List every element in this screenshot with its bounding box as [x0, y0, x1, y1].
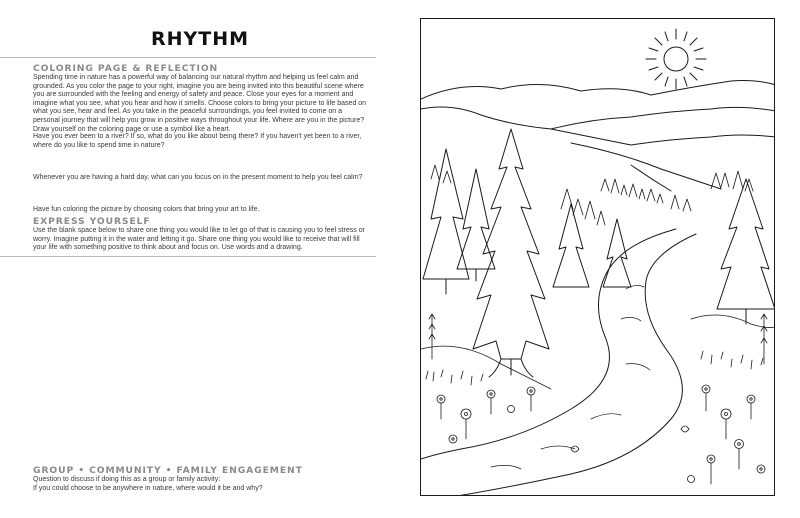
right-pine-tree	[717, 179, 775, 324]
page-title: RHYTHM	[150, 28, 250, 50]
sun-icon	[646, 29, 706, 89]
left-pine-cluster	[423, 149, 495, 294]
coloring-section-heading: COLORING PAGE & REFLECTION	[33, 63, 219, 74]
coloring-closing-text: Have fun coloring the picture by choosing colors that bring your art to life.	[33, 206, 260, 213]
coloring-illustration[interactable]	[420, 18, 775, 496]
calm-question: Whenever you are having a hard day, what can you focus on in the present moment to help you feel calm?	[33, 174, 363, 181]
express-section-heading: EXPRESS YOURSELF	[33, 216, 151, 227]
mountain-ridges	[421, 81, 775, 192]
mid-pines	[553, 204, 631, 287]
title-divider	[0, 57, 376, 58]
distant-pines	[431, 165, 753, 225]
river-question: Have you ever been to a river? If so, what do you like about being there? If you haven't yet been to a river, where do you like to spend time in nature?	[33, 133, 362, 149]
tall-pine-tree	[473, 129, 549, 377]
group-section-heading: GROUP • COMMUNITY • FAMILY ENGAGEMENT	[33, 465, 303, 476]
express-body-text: Use the blank space below to share one thing you would like to let go of that is causing you to feel stress or worry. Imagine putting it in the water and letting it go. Share one thing you would like to receive that will fill your life with something positive to think about and focus on. Use words and a drawing.	[33, 227, 365, 252]
group-question: If you could choose to be anywhere in nature, where would it be and why?	[33, 485, 263, 492]
group-question-intro: Question to discuss if doing this as a group or family activity:	[33, 476, 221, 483]
express-divider	[0, 256, 376, 257]
grass-banks	[421, 315, 775, 389]
coloring-intro-text: Spending time in nature has a powerful way of balancing our natural rhythm and helping us feel calm and grounded. As you color the page to your right, imagine you are being invited into this beautiful scene where you are surrounded with the feeling and energy of safety and peace. Close your eyes for a moment and imagine what you see, what you hear and how it smells. Choose colors to bring your picture to life based on what you see, hear and feel. As you take in the peaceful surroundings, you feel invited to come on a personal journey that will help you grow in positive ways throughout your life. Where are you in the picture? Draw yourself on the coloring page or use a symbol like a heart.	[33, 74, 367, 133]
wildflowers	[429, 314, 767, 484]
landscape-drawing	[421, 19, 775, 496]
coloring-page	[400, 0, 800, 518]
